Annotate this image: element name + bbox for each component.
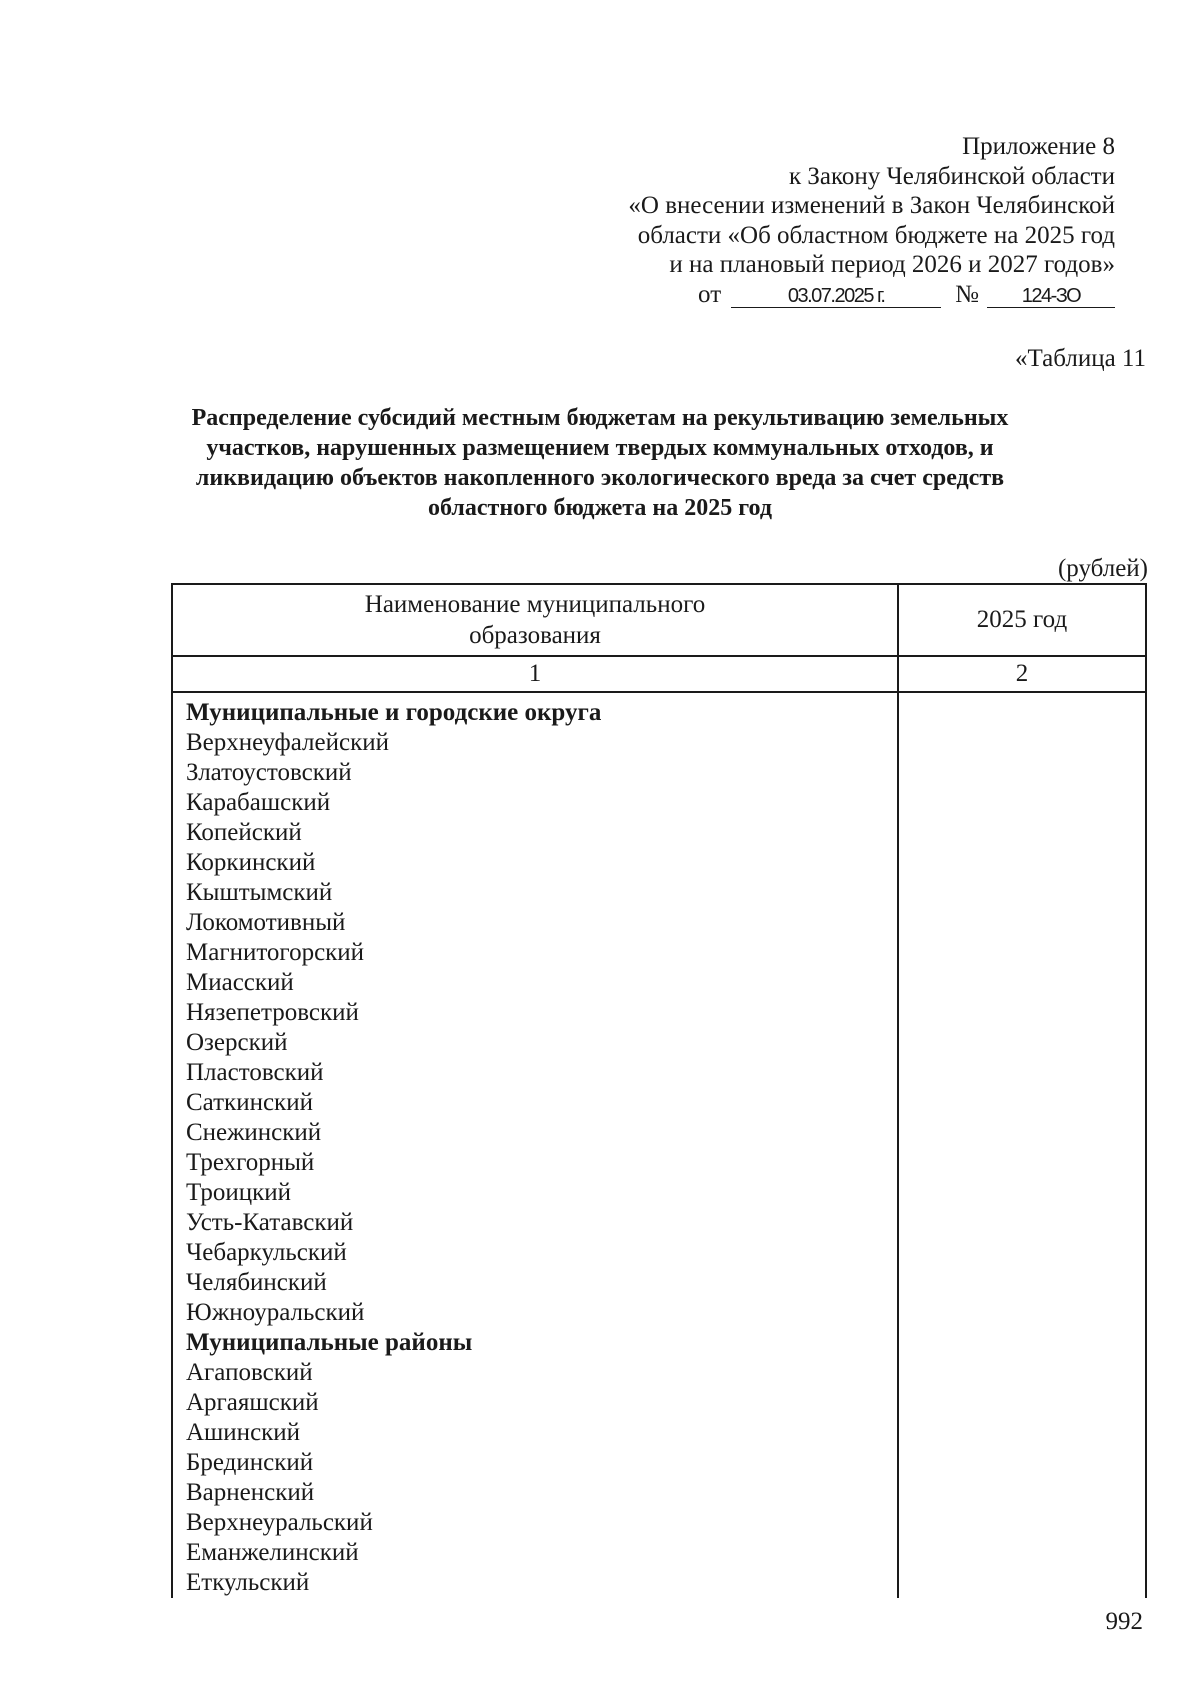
table-body-row (172, 692, 1146, 1598)
law-date-number (515, 280, 1115, 310)
appendix-number: Приложение 8 (962, 133, 1115, 160)
title-line-1: Распределение субсидий местным бюджетам на рекультивацию земельных (191, 405, 1009, 431)
list-item: Челябинский (186, 1269, 327, 1296)
list-item: Южноуральский (186, 1299, 365, 1326)
list-item: Троицкий (186, 1179, 291, 1206)
appendix-header (515, 132, 1115, 309)
amount-column (898, 692, 1146, 1598)
law-title-line-1: «О внесении изменений в Закон Челябинской (628, 192, 1115, 219)
list-item: Верхнеуральский (186, 1509, 373, 1536)
currency-unit: (рублей) (1057, 555, 1148, 582)
list-item: Еткульский (186, 1569, 310, 1596)
subsidy-table (171, 583, 1147, 1598)
law-number: 124-ЗО (987, 285, 1115, 308)
title-line-2: участков, нарушенных размещением твердых коммунальных отходов, и (206, 435, 994, 461)
column-header-name-line-1: Наименование муниципального (364, 591, 706, 618)
group-heading: Муниципальные и городские округа (186, 699, 602, 726)
list-item: Озерский (186, 1029, 288, 1056)
municipality-names (172, 692, 898, 1598)
list-item: Кыштымский (186, 879, 333, 906)
list-item: Миасский (186, 969, 294, 996)
title-line-4: областного бюджета на 2025 год (428, 495, 772, 521)
title-line-3: ликвидацию объектов накопленного экологического вреда за счет средств (195, 465, 1005, 491)
column-number-row (172, 656, 1146, 692)
page-number: 992 (1105, 1608, 1143, 1635)
date-prefix: от (698, 280, 722, 308)
table-header-row (172, 584, 1146, 656)
column-header-name-line-2: образования (469, 622, 601, 649)
law-title-line-3: и на плановый период 2026 и 2027 годов» (669, 251, 1115, 278)
list-item: Ашинский (186, 1419, 301, 1446)
list-item: Чебаркульский (186, 1239, 347, 1266)
column-header-name (172, 584, 898, 656)
law-reference: к Закону Челябинской области (789, 162, 1115, 190)
list-item: Агаповский (186, 1359, 313, 1386)
list-item: Пластовский (186, 1059, 324, 1086)
group-heading: Муниципальные районы (186, 1329, 473, 1356)
list-item: Магнитогорский (186, 939, 365, 966)
list-item: Верхнеуфалейский (186, 729, 389, 756)
list-item: Аргаяшский (186, 1389, 319, 1416)
list-item: Нязепетровский (186, 999, 359, 1026)
list-item: Трехгорный (186, 1149, 315, 1176)
list-item: Еманжелинский (186, 1539, 359, 1566)
list-item: Саткинский (186, 1089, 313, 1116)
list-item: Брединский (186, 1449, 314, 1476)
list-item: Копейский (186, 819, 302, 846)
list-item: Варненский (186, 1479, 315, 1506)
number-sign: № (955, 280, 979, 308)
list-item: Карабашский (186, 789, 331, 816)
column-number-2: 2 (898, 656, 1146, 692)
law-date: 03.07.2025 г. (731, 285, 941, 308)
law-title-line-2: области «Об областном бюджете на 2025 год (637, 221, 1115, 249)
list-item: Локомотивный (186, 909, 346, 936)
table-tag: «Таблица 11 (1015, 345, 1146, 372)
list-item: Снежинский (186, 1119, 322, 1146)
column-number-1: 1 (172, 656, 898, 692)
column-header-year: 2025 год (898, 584, 1146, 656)
document-title (150, 403, 1050, 523)
list-item: Коркинский (186, 849, 316, 876)
list-item: Усть-Катавский (186, 1209, 354, 1236)
list-item: Златоустовский (186, 759, 352, 786)
